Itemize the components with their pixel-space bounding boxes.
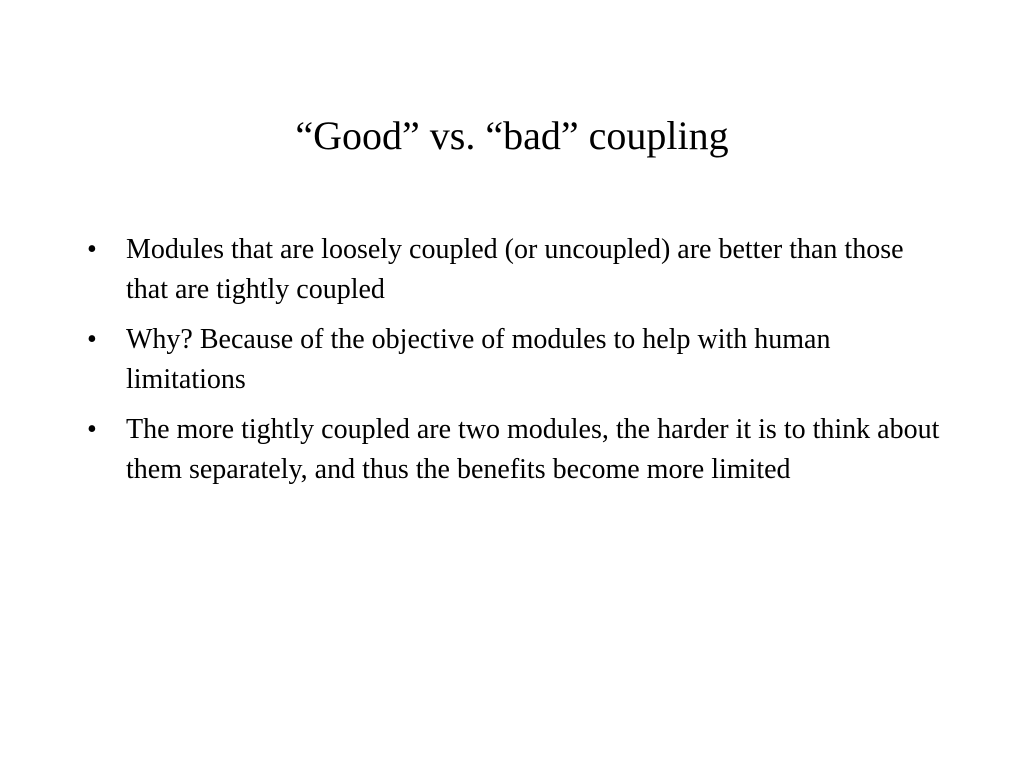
slide-title: “Good” vs. “bad” coupling <box>295 113 729 158</box>
bullet-icon: • <box>87 234 97 265</box>
bullet-list <box>85 230 945 500</box>
bullet-item <box>85 320 945 400</box>
bullet-item <box>85 410 945 490</box>
bullet-text: Why? Because of the objective of modules to help with human limitations <box>126 324 831 395</box>
bullet-icon: • <box>87 324 97 355</box>
bullet-text: The more tightly coupled are two modules, the harder it is to think about them separately, and thus the benefits become more limited <box>126 414 940 485</box>
bullet-text: Modules that are loosely coupled (or uncoupled) are better than those that are tightly coupled <box>126 234 904 305</box>
bullet-item <box>85 230 945 310</box>
bullet-icon: • <box>87 414 97 445</box>
